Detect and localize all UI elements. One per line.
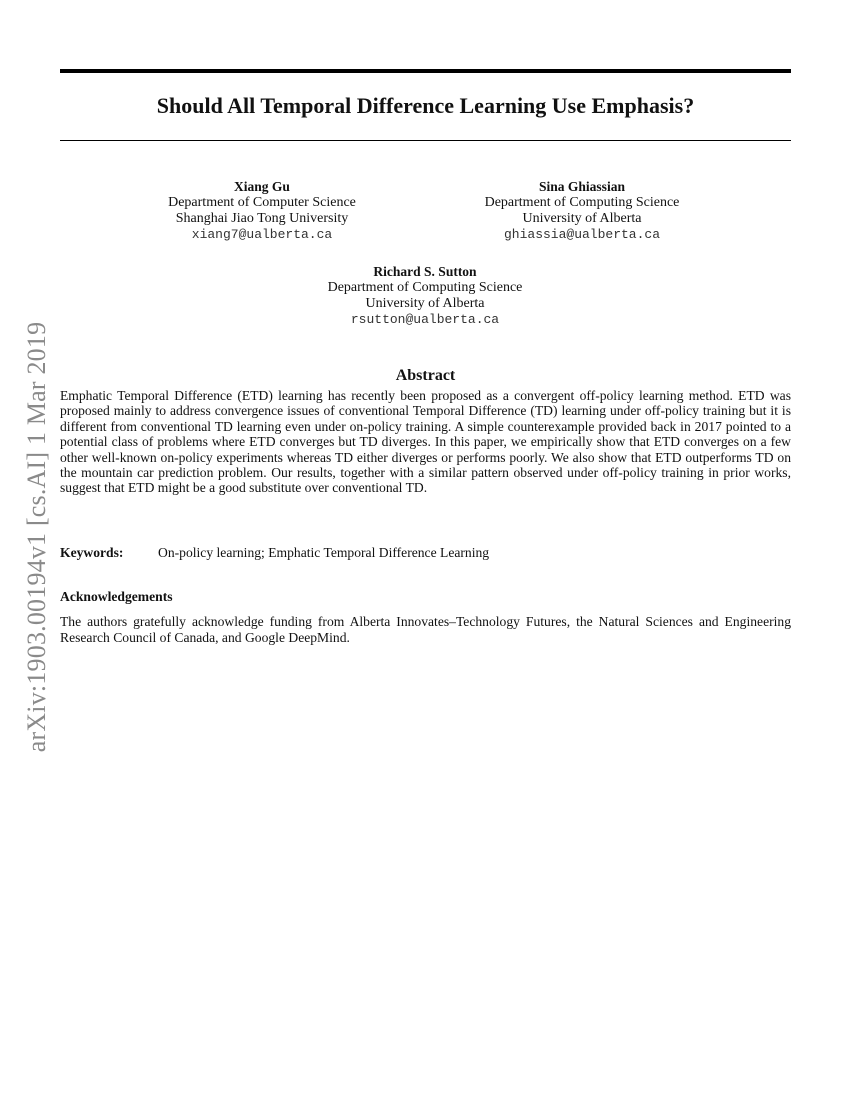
author-institution: Shanghai Jiao Tong University <box>175 211 349 226</box>
author-institution: University of Alberta <box>365 296 485 311</box>
author-email[interactable]: rsutton@ualberta.ca <box>350 312 500 327</box>
author-department: Department of Computer Science <box>168 195 356 210</box>
author-email[interactable]: xiang7@ualberta.ca <box>191 227 333 242</box>
abstract-heading: Abstract <box>395 367 456 384</box>
author-block-2 <box>452 179 712 243</box>
title-bottom-rule <box>60 140 791 141</box>
keywords-line <box>60 545 791 561</box>
author-name: Xiang Gu <box>234 179 290 194</box>
author-institution: University of Alberta <box>522 211 642 226</box>
title-top-rule <box>60 69 791 73</box>
acknowledgements-heading: Acknowledgements <box>60 589 173 604</box>
acknowledgements-text: The authors gratefully acknowledge funding from Alberta Innovates–Technology Futures, the Natural Sciences and Engineering Research Council of Canada, and Google DeepMind. <box>60 614 791 645</box>
author-email[interactable]: ghiassia@ualberta.ca <box>503 227 661 242</box>
author-block-1 <box>132 179 392 243</box>
abstract-text: Emphatic Temporal Difference (ETD) learning has recently been proposed as a convergent off-policy learning method. ETD was proposed mainly to address convergence issues of conventional Temporal Difference (TD) learning under off-policy training but it is different from conventional TD learning even under on-policy training. A simple counterexample provided back in 2017 pointed to a potential class of problems where ETD converges but TD diverges. In this paper, we empirically show that ETD converges on a few other well-known on-policy experiments whereas TD either diverges or performs poorly. We also show that ETD outperforms TD on the mountain car prediction problem. Our results, together with a similar pattern observed under off-policy training in prior works, suggest that ETD might be a good substitute over conventional TD. <box>60 388 791 496</box>
author-block-3 <box>295 264 555 328</box>
author-name: Richard S. Sutton <box>373 264 477 279</box>
keywords-label: Keywords: <box>60 545 124 560</box>
author-department: Department of Computing Science <box>327 280 523 295</box>
keywords-value: On-policy learning; Emphatic Temporal Difference Learning <box>158 545 490 560</box>
arxiv-identifier-stamp: arXiv:1903.00194v1 [cs.AI] 1 Mar 2019 <box>22 321 51 753</box>
paper-title: Should All Temporal Difference Learning Use Emphasis? <box>156 93 695 118</box>
author-department: Department of Computing Science <box>484 195 680 210</box>
author-name: Sina Ghiassian <box>539 179 625 194</box>
